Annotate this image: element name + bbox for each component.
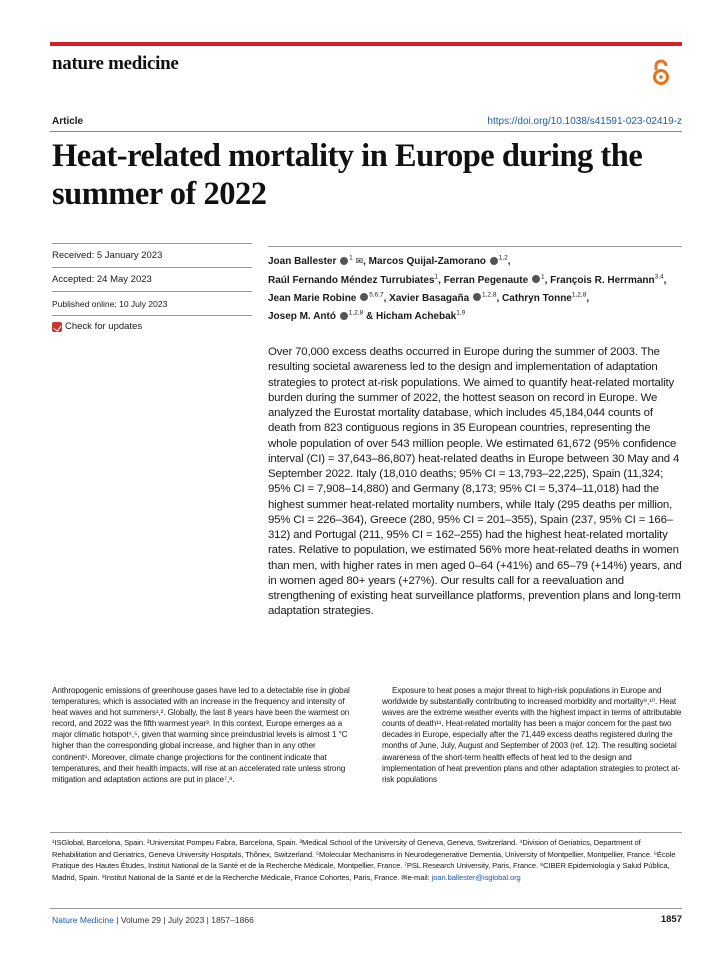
article-type-label: Article [52, 116, 84, 127]
author: Cathryn Tonne$^{1,2,8}$, [502, 291, 590, 304]
affiliations [52, 837, 682, 883]
email-link[interactable]: joan.ballester@isglobal.org [431, 872, 521, 882]
received-date: Received: 5 January 2023 [52, 243, 252, 267]
author-list [268, 251, 682, 324]
body-column-right: Exposure to heat poses a major threat to high-risk populations in Europe and worldwide by substantially contributing to increased morbidity and mortality⁹,¹⁰. Heat waves are the extreme weather events with the highest impact in terms of attributable counts of death¹¹. Heat-related mortality has been a major concern for the past two decades in Europe, especially after the 71,449 excess deaths registered during the months of June, July, August and September of 2003 (ref. 12). The resulting societal awareness of the short-term health effects of heat led to the design and implementation of heat prevention plans and other adaptation strategies to protect at-risk populations [382, 686, 682, 784]
publication-dates [52, 243, 252, 332]
footer-citation [52, 915, 254, 925]
published-date: Published online: 10 July 2023 [52, 291, 252, 315]
author: Hicham Achebak$^{1,9}$ [376, 309, 466, 323]
header-rule [50, 42, 682, 46]
author: Jean Marie Robine $^{5,6,7}$, [268, 291, 387, 304]
divider [50, 908, 682, 909]
author: François R. Herrmann$^{3,4}$, [550, 273, 667, 286]
orcid-icon[interactable] [490, 257, 498, 265]
divider [268, 246, 682, 247]
open-access-icon [650, 58, 672, 86]
author: Xavier Basagaña $^{1,2,8}$, [389, 291, 500, 304]
orcid-icon[interactable] [532, 275, 540, 283]
orcid-icon[interactable] [340, 312, 348, 320]
footer-citation-text: | Volume 29 | July 2023 | 1857–1866 [116, 915, 254, 925]
orcid-icon[interactable] [360, 293, 368, 301]
article-page [50, 34, 682, 934]
check-updates-icon [52, 322, 62, 332]
page-number: 1857 [660, 914, 682, 925]
check-updates-label: Check for updates [65, 321, 143, 332]
author: Ferran Pegenaute $^1$, [443, 273, 548, 286]
check-updates-button[interactable] [52, 315, 252, 332]
author: Marcos Quijal-Zamorano $^{1,2}$, [368, 255, 511, 268]
accepted-date: Accepted: 24 May 2023 [52, 267, 252, 291]
author: Josep M. Antó $^{1,2,8}$ & [268, 309, 374, 323]
body-column-left: Anthropogenic emissions of greenhouse gases have led to a detectable rise in global temperatures, which is associated with an increase in the frequency and intensity of heat waves and hot summers¹,². Globally, the last 8 years have been the warmest on record, and 2022 was the fifth warmest year³. In this context, Europe emerges as a major climatic hotspot⁴,⁵, given that warming since preindustrial levels is almost 1 °C higher than the corresponding global increase, and higher than in any other continent⁶. Moreover, climate change projections for the continent indicate that temperatures, and their health impacts, will rise at an accelerated rate unless strong mitigation and adaptation actions are put in place⁷,⁸. [52, 686, 350, 784]
mail-icon[interactable]: ✉ [355, 256, 364, 267]
article-title: Heat-related mortality in Europe during the summer of 2022 [52, 138, 643, 212]
author: Raúl Fernando Méndez Turrubiates$^1$, [268, 273, 441, 286]
journal-name[interactable]: nature medicine [52, 53, 179, 74]
divider [50, 131, 682, 132]
footer-journal-link[interactable]: Nature Medicine [52, 915, 114, 925]
affiliations-text: ¹ISGlobal, Barcelona, Spain. ²Universitat Pompeu Fabra, Barcelona, Spain. ³Medical School of the University of Geneva, Geneva, Switzerland. ⁴Division of Geriatrics, Department of Rehabilitation and Geriatrics, Geneva University Hospitals, Thônex, Switzerland. ⁵Molecular Mechanisms in Neurodegenerative Dementia, University of Montpellier, Montpellier, France. ⁶École Pratique des Hautes Études, Institut National de la Santé et de la Recherche Médicale, Montpellier, France. ⁷PSL Research University, Paris, France. ⁸CIBER Epidemiología y Salud Pública, Madrid, Spain. ⁹Institut National de la Santé et de la Recherche Médicale, France Cohortes, Paris, France. [52, 838, 676, 882]
author: Joan Ballester $^1$ ✉, [268, 255, 366, 268]
divider [50, 832, 682, 833]
abstract: Over 70,000 excess deaths occurred in Europe during the summer of 2003. The resulting societal awareness led to the design and implementation of adaptation strategies to protect at-risk populations. We aimed to quantify heat-related mortality burden during the summer of 2022, the hottest season on record in Europe. We analyzed the Eurostat mortality database, which includes 45,184,044 counts of death from 823 contiguous regions in 35 European countries, representing the whole population of over 543 million people. We estimated 61,672 (95% confidence interval (CI) = 37,643–86,807) heat-related deaths in Europe between 30 May and 4 September 2022. Italy (18,010 deaths; 95% CI = 13,793–22,225), Spain (11,324; 95% CI = 7,908–14,880) and Germany (8,173; 95% CI = 5,374–11,018) had the highest summer heat-related mortality numbers, while Italy (295 deaths per million, 95% CI = 226–364), Greece (280, 95% CI = 201–355), Spain (237, 95% CI = 166–312) and Portugal (211, 95% CI = 162–255) had the highest heat-related mortality rates. Relative to population, we estimated 56% more heat-related deaths in women than men, with higher rates in men aged 0–64 (+41%) and 65–79 (+14%) years, and in women aged 80+ years (+27%). Our results call for a reevaluation and strengthening of existing heat surveillance platforms, prevention plans and long-term adaptation strategies. [268, 346, 682, 618]
email-icon: ✉ [401, 872, 408, 882]
doi-link[interactable]: https://doi.org/10.1038/s41591-023-02419-z [487, 116, 682, 127]
email-label: e-mail: [407, 872, 430, 882]
orcid-icon[interactable] [340, 257, 348, 265]
orcid-icon[interactable] [473, 293, 481, 301]
